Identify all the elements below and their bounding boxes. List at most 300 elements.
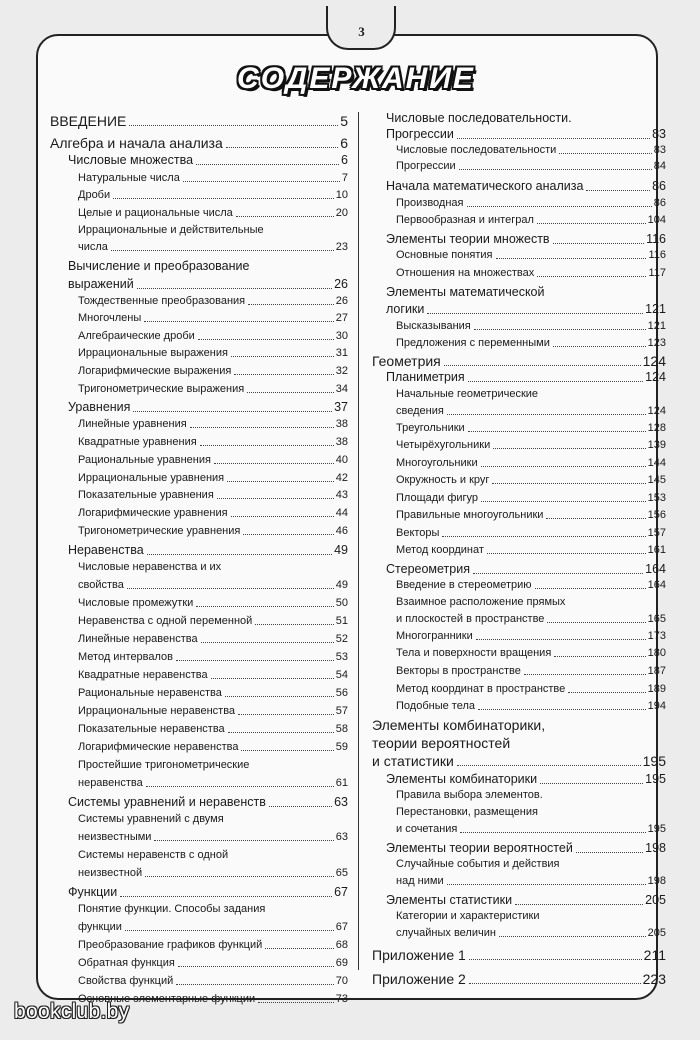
toc-entry-title: Преобразование графиков функций: [78, 939, 263, 951]
toc-entry-page: 124: [645, 370, 666, 384]
toc-entry: [396, 666, 666, 677]
toc-entry: [372, 354, 666, 368]
toc-leader-dots: [255, 624, 333, 625]
toc-entry: [396, 701, 666, 712]
toc-entry: [396, 338, 666, 349]
toc-entry-page: 121: [647, 320, 666, 332]
toc-entry-page: 223: [642, 971, 666, 987]
toc-entry: [396, 215, 666, 226]
toc-entry-page: 54: [335, 669, 348, 681]
toc-leader-dots: [496, 258, 647, 259]
toc-entry-title: Обратная функция: [78, 957, 175, 969]
toc-entry-page: 43: [335, 489, 348, 501]
toc-entry-title: Свойства функций: [78, 975, 174, 987]
toc-entry: [396, 545, 666, 556]
toc-entry-title: Числовые множества: [68, 153, 194, 167]
toc-entry-page: 195: [645, 772, 666, 786]
toc-leader-dots: [468, 381, 643, 382]
toc-leader-dots: [137, 288, 332, 289]
toc-entry-title: выражений: [68, 277, 134, 291]
toc-entry-page: 205: [647, 927, 666, 939]
toc-entry-title: Приложение 1: [372, 947, 466, 963]
toc-entry-title: Системы уравнений и неравенств: [68, 795, 266, 809]
toc-leader-dots: [178, 966, 334, 967]
toc-entry-page: 124: [642, 353, 666, 369]
toc-leader-dots: [147, 554, 332, 555]
toc-entry-title: Элементы статистики: [386, 893, 513, 907]
toc-entry-page: 37: [334, 400, 348, 414]
toc-entry-title: Многочлены: [78, 312, 142, 324]
toc-entry-title: Вычисление и преобразование: [68, 259, 250, 273]
toc-entry: [78, 190, 348, 201]
toc-leader-dots: [553, 346, 646, 347]
toc-entry-title: Элементы комбинаторики,: [372, 717, 546, 733]
toc-leader-dots: [447, 884, 646, 885]
toc-entry-title: Стереометрия: [386, 562, 470, 576]
toc-entry: [78, 598, 348, 609]
toc-entry-page: 59: [335, 741, 348, 753]
page-number: 3: [358, 24, 365, 39]
toc-entry-title: Числовые промежутки: [78, 597, 194, 609]
toc-entry: [396, 321, 666, 332]
toc-leader-dots: [217, 498, 334, 499]
toc-leader-dots: [524, 674, 646, 675]
toc-entry-page: 187: [647, 665, 666, 677]
toc-entry: [396, 614, 666, 625]
toc-entry-title: ВВЕДЕНИЕ: [50, 113, 127, 129]
toc-leader-dots: [200, 445, 334, 446]
toc-entry-title: Логарифмические уравнения: [78, 507, 228, 519]
toc-entry-title: Линейные уравнения: [78, 418, 187, 430]
toc-entry-page: 50: [335, 597, 348, 609]
toc-entry-title: числа: [78, 241, 108, 253]
toc-entry-page: 145: [647, 474, 666, 486]
toc-entry-title: неизвестными: [78, 831, 152, 843]
toc-leader-dots: [144, 321, 334, 322]
toc-entry-page: 144: [647, 457, 666, 469]
toc-entry: [78, 296, 348, 307]
toc-entry-title: Числовые неравенства и их: [78, 561, 222, 573]
toc-leader-dots: [129, 125, 338, 126]
toc-entry: [50, 114, 348, 128]
toc-entry-title: Приложение 2: [372, 971, 466, 987]
toc-entry: [396, 493, 666, 504]
toc-leader-dots: [427, 313, 643, 314]
toc-entry-page: 128: [647, 422, 666, 434]
toc-entry: [386, 286, 666, 299]
toc-entry: [78, 688, 348, 699]
toc-entry: [396, 250, 666, 261]
toc-leader-dots: [133, 411, 332, 412]
toc-entry-title: Взаимное расположение прямых: [396, 596, 566, 608]
toc-leader-dots: [540, 783, 643, 784]
toc-entry: [396, 580, 666, 591]
toc-leader-dots: [586, 190, 650, 191]
toc-entry: [386, 128, 666, 141]
toc-entry: [396, 510, 666, 521]
toc-entry: [396, 268, 666, 279]
toc-entry: [386, 233, 666, 246]
toc-entry-title: Площади фигур: [396, 492, 479, 504]
toc-entry-title: Введение в стереометрию: [396, 579, 532, 591]
toc-entry-title: Понятие функции. Способы задания: [78, 903, 266, 915]
toc-entry-page: 73: [335, 993, 348, 1005]
toc-entry-page: 86: [653, 197, 666, 209]
toc-leader-dots: [127, 588, 334, 589]
toc-entry: [78, 922, 348, 933]
toc-entry-page: 121: [645, 302, 666, 316]
toc-entry: [78, 384, 348, 395]
toc-entry: [78, 832, 348, 843]
toc-entry: [396, 528, 666, 539]
toc-leader-dots: [481, 466, 646, 467]
toc-entry-title: Тригонометрические уравнения: [78, 525, 241, 537]
toc-entry-page: 20: [335, 207, 348, 219]
toc-entry-page: 42: [335, 472, 348, 484]
toc-entry-title: Тождественные преобразования: [78, 295, 246, 307]
toc-entry: [396, 597, 666, 608]
toc-entry-title: Четырёхугольники: [396, 439, 491, 451]
toc-entry-title: Правила выбора элементов.: [396, 789, 543, 801]
toc-leader-dots: [238, 714, 334, 715]
toc-entry-title: Векторы в пространстве: [396, 665, 521, 677]
toc-entry-title: Уравнения: [68, 400, 131, 414]
toc-leader-dots: [469, 959, 642, 960]
toc-entry-page: 83: [652, 127, 666, 141]
toc-leader-dots: [546, 518, 645, 519]
toc-leader-dots: [553, 243, 645, 244]
toc-entry: [386, 371, 666, 384]
toc-entry-title: неравенства: [78, 777, 143, 789]
toc-entry: [78, 526, 348, 537]
toc-entry-title: Целые и рациональные числа: [78, 207, 233, 219]
toc-leader-dots: [265, 948, 334, 949]
toc-entry-page: 32: [335, 365, 348, 377]
toc-entry-title: Основные элементарные функции: [78, 993, 256, 1005]
toc-entry-title: Иррациональные неравенства: [78, 705, 236, 717]
toc-entry-title: Системы неравенств с одной: [78, 849, 229, 861]
toc-entry: [396, 859, 666, 870]
toc-entry-page: 194: [647, 700, 666, 712]
toc-entry-title: Векторы: [396, 527, 440, 539]
toc-entry: [396, 475, 666, 486]
toc-entry-page: 65: [335, 867, 348, 879]
toc-entry-title: Высказывания: [396, 320, 471, 332]
toc-entry-page: 49: [335, 579, 348, 591]
toc-entry-title: над ними: [396, 875, 444, 887]
toc-leader-dots: [145, 876, 334, 877]
toc-entry-page: 153: [647, 492, 666, 504]
toc-leader-dots: [226, 147, 338, 148]
toc-entry-title: Натуральные числа: [78, 172, 180, 184]
toc-entry-title: Рациональные неравенства: [78, 687, 222, 699]
toc-entry-title: Показательные уравнения: [78, 489, 214, 501]
toc-entry-page: 63: [334, 795, 348, 809]
toc-leader-dots: [442, 536, 645, 537]
toc-entry-page: 156: [647, 509, 666, 521]
toc-leader-dots: [225, 696, 334, 697]
toc-entry-page: 117: [648, 267, 666, 279]
toc-entry-page: 30: [335, 330, 348, 342]
toc-entry-page: 68: [335, 939, 348, 951]
toc-entry-title: Иррациональные уравнения: [78, 472, 225, 484]
toc-leader-dots: [568, 692, 645, 693]
toc-entry-page: 46: [335, 525, 348, 537]
toc-entry-page: 34: [335, 383, 348, 395]
toc-entry: [396, 145, 666, 156]
toc-entry: [78, 868, 348, 879]
toc-leader-dots: [111, 250, 334, 251]
toc-entry-page: 124: [647, 405, 666, 417]
toc-entry: [386, 842, 666, 855]
toc-entry-title: и сочетания: [396, 823, 458, 835]
toc-entry: [396, 876, 666, 887]
toc-entry: [396, 406, 666, 417]
toc-entry: [78, 778, 348, 789]
toc-entry-title: Предложения с переменными: [396, 337, 550, 349]
toc-entry-title: теории вероятностей: [372, 735, 511, 751]
toc-leader-dots: [474, 329, 646, 330]
toc-entry-title: Элементы математической: [386, 285, 545, 299]
toc-entry-title: Многогранники: [396, 630, 473, 642]
toc-entry-title: Квадратные неравенства: [78, 669, 208, 681]
toc-entry-title: Простейшие тригонометрические: [78, 759, 250, 771]
toc-entry-title: Системы уравнений с двумя: [78, 813, 224, 825]
toc-entry-title: Алгебраические дроби: [78, 330, 195, 342]
toc-entry-title: Перестановки, размещения: [396, 806, 538, 818]
toc-entry: [78, 940, 348, 951]
toc-entry-page: 5: [340, 113, 348, 129]
toc-entry: [78, 225, 348, 236]
toc-entry-page: 198: [645, 841, 666, 855]
toc-entry: [68, 278, 348, 291]
toc-entry-title: Квадратные уравнения: [78, 436, 197, 448]
toc-leader-dots: [146, 786, 334, 787]
toc-entry-page: 198: [647, 875, 666, 887]
toc-entry-title: Тела и поверхности вращения: [396, 647, 552, 659]
toc-entry-title: Тригонометрические выражения: [78, 383, 245, 395]
toc-entry-title: Алгебра и начала анализа: [50, 135, 223, 151]
toc-entry-page: 38: [335, 436, 348, 448]
toc-entry-page: 195: [647, 823, 666, 835]
toc-entry: [78, 313, 348, 324]
toc-entry: [68, 796, 348, 809]
toc-entry-page: 63: [335, 831, 348, 843]
toc-entry-page: 67: [334, 885, 348, 899]
toc-leader-dots: [478, 709, 646, 710]
toc-entry: [396, 911, 666, 922]
toc-leader-dots: [190, 427, 334, 428]
toc-entry-title: Геометрия: [372, 353, 441, 369]
toc-leader-dots: [481, 501, 646, 502]
toc-entry: [78, 437, 348, 448]
toc-leader-dots: [499, 936, 646, 937]
toc-entry: [68, 401, 348, 414]
toc-entry: [396, 423, 666, 434]
toc-entry-page: 26: [334, 277, 348, 291]
toc-leader-dots: [493, 448, 645, 449]
toc-leader-dots: [487, 553, 646, 554]
toc-entry-page: 49: [334, 543, 348, 557]
toc-entry-title: Начальные геометрические: [396, 388, 539, 400]
toc-entry-title: Случайные события и действия: [396, 858, 560, 870]
toc-entry: [372, 972, 666, 986]
toc-entry: [396, 198, 666, 209]
toc-entry-page: 161: [647, 544, 666, 556]
toc-entry: [78, 670, 348, 681]
toc-entry-title: Отношения на множествах: [396, 267, 535, 279]
toc-entry-page: 116: [646, 232, 666, 246]
toc-leader-dots: [476, 639, 646, 640]
toc-entry-title: Метод координат в пространстве: [396, 683, 566, 695]
toc-entry-page: 165: [647, 613, 666, 625]
toc-entry-title: функции: [78, 921, 122, 933]
toc-entry: [396, 440, 666, 451]
toc-entry: [386, 303, 666, 316]
toc-entry-title: Иррациональные и действительные: [78, 224, 264, 236]
toc-entry-page: 6: [341, 153, 348, 167]
toc-entry: [372, 948, 666, 962]
toc-entry-page: 57: [335, 705, 348, 717]
toc-entry-page: 70: [335, 975, 348, 987]
toc-entry-title: Логарифмические неравенства: [78, 741, 239, 753]
toc-entry-page: 84: [653, 160, 666, 172]
toc-entry-title: неизвестной: [78, 867, 143, 879]
toc-entry-title: случайных величин: [396, 927, 496, 939]
toc-entry-title: Подобные тела: [396, 700, 475, 712]
toc-leader-dots: [576, 852, 643, 853]
toc-entry-page: 123: [647, 337, 666, 349]
toc-leader-dots: [547, 622, 645, 623]
toc-leader-dots: [554, 656, 645, 657]
toc-leader-dots: [469, 983, 641, 984]
toc-leader-dots: [559, 153, 651, 154]
toc-entry-title: Треугольники: [396, 422, 465, 434]
toc-leader-dots: [247, 392, 334, 393]
toc-leader-dots: [515, 904, 643, 905]
toc-entry: [78, 976, 348, 987]
toc-leader-dots: [214, 463, 334, 464]
toc-entry-page: 26: [335, 295, 348, 307]
toc-entry: [396, 389, 666, 400]
toc-entry-title: Многоугольники: [396, 457, 478, 469]
toc-entry-page: 51: [335, 615, 348, 627]
toc-entry: [78, 490, 348, 501]
toc-entry-title: Показательные неравенства: [78, 723, 225, 735]
toc-entry-page: 7: [341, 172, 348, 184]
toc-entry-page: 104: [647, 214, 666, 226]
toc-entry-title: Рациональные уравнения: [78, 454, 211, 466]
toc-entry-page: 116: [648, 249, 666, 261]
toc-entry-page: 164: [645, 562, 666, 576]
toc-entry-title: Прогрессии: [396, 160, 456, 172]
toc-entry-title: Неравенства: [68, 543, 144, 557]
toc-entry-title: Начала математического анализа: [386, 179, 584, 193]
toc-entry-title: Прогрессии: [386, 127, 454, 141]
toc-leader-dots: [231, 356, 334, 357]
toc-entry-title: Метод интервалов: [78, 651, 174, 663]
toc-entry-page: 23: [335, 241, 348, 253]
toc-entry-title: Элементы теории множеств: [386, 232, 550, 246]
toc-entry-page: 83: [653, 144, 666, 156]
toc-entry-page: 86: [652, 179, 666, 193]
toc-entry-page: 211: [643, 947, 666, 963]
toc-entry-title: Планиметрия: [386, 370, 465, 384]
toc-leader-dots: [196, 164, 339, 165]
toc-leader-dots: [236, 216, 334, 217]
toc-leader-dots: [269, 806, 332, 807]
toc-entry: [78, 366, 348, 377]
toc-entry: [78, 760, 348, 771]
toc-leader-dots: [243, 534, 333, 535]
toc-entry: [78, 580, 348, 591]
toc-entry-page: 40: [335, 454, 348, 466]
toc-entry-page: 61: [335, 777, 348, 789]
toc-leader-dots: [183, 181, 340, 182]
toc-entry: [78, 208, 348, 219]
toc-entry-page: 195: [642, 753, 666, 769]
toc-leader-dots: [444, 365, 641, 366]
toc-entry: [78, 331, 348, 342]
toc-entry: [372, 736, 666, 750]
toc-entry: [396, 807, 666, 818]
toc-leader-dots: [537, 276, 646, 277]
toc-entry: [68, 154, 348, 167]
toc-entry-title: Элементы теории вероятностей: [386, 841, 573, 855]
toc-leader-dots: [227, 481, 334, 482]
toc-leader-dots: [258, 1002, 334, 1003]
toc-entry-title: Числовые последовательности: [396, 144, 557, 156]
toc-entry-page: 52: [335, 633, 348, 645]
toc-entry-title: Функции: [68, 885, 118, 899]
toc-entry-title: свойства: [78, 579, 124, 591]
toc-leader-dots: [457, 765, 641, 766]
page-title: СОДЕРЖАНИЕ: [237, 62, 475, 95]
toc-leader-dots: [537, 223, 646, 224]
toc-entry-page: 67: [335, 921, 348, 933]
toc-leader-dots: [460, 832, 645, 833]
toc-entry-title: Основные понятия: [396, 249, 493, 261]
toc-entry-page: 10: [335, 189, 348, 201]
toc-entry-page: 205: [645, 893, 666, 907]
toc-entry-title: Числовые последовательности.: [386, 111, 572, 125]
toc-leader-dots: [113, 198, 334, 199]
toc-entry: [396, 631, 666, 642]
toc-leader-dots: [473, 573, 643, 574]
toc-leader-dots: [125, 930, 334, 931]
toc-entry: [396, 161, 666, 172]
toc-entry: [78, 242, 348, 253]
toc-entry-title: сведения: [396, 405, 444, 417]
toc-entry-page: 69: [335, 957, 348, 969]
toc-leader-dots: [211, 678, 334, 679]
toc-entry-title: Категории и характеристики: [396, 910, 540, 922]
toc-entry-page: 44: [335, 507, 348, 519]
toc-entry-title: и плоскостей в пространстве: [396, 613, 545, 625]
toc-entry: [386, 180, 666, 193]
toc-entry: [78, 814, 348, 825]
toc-entry: [372, 718, 666, 732]
toc-entry: [78, 455, 348, 466]
toc-entry-title: Иррациональные выражения: [78, 347, 228, 359]
toc-entry: [78, 724, 348, 735]
toc-entry-page: 56: [335, 687, 348, 699]
toc-entry-page: 180: [647, 647, 666, 659]
toc-leader-dots: [459, 169, 652, 170]
toc-entry: [78, 616, 348, 627]
toc-entry-page: 27: [335, 312, 348, 324]
toc-entry-page: 164: [647, 579, 666, 591]
